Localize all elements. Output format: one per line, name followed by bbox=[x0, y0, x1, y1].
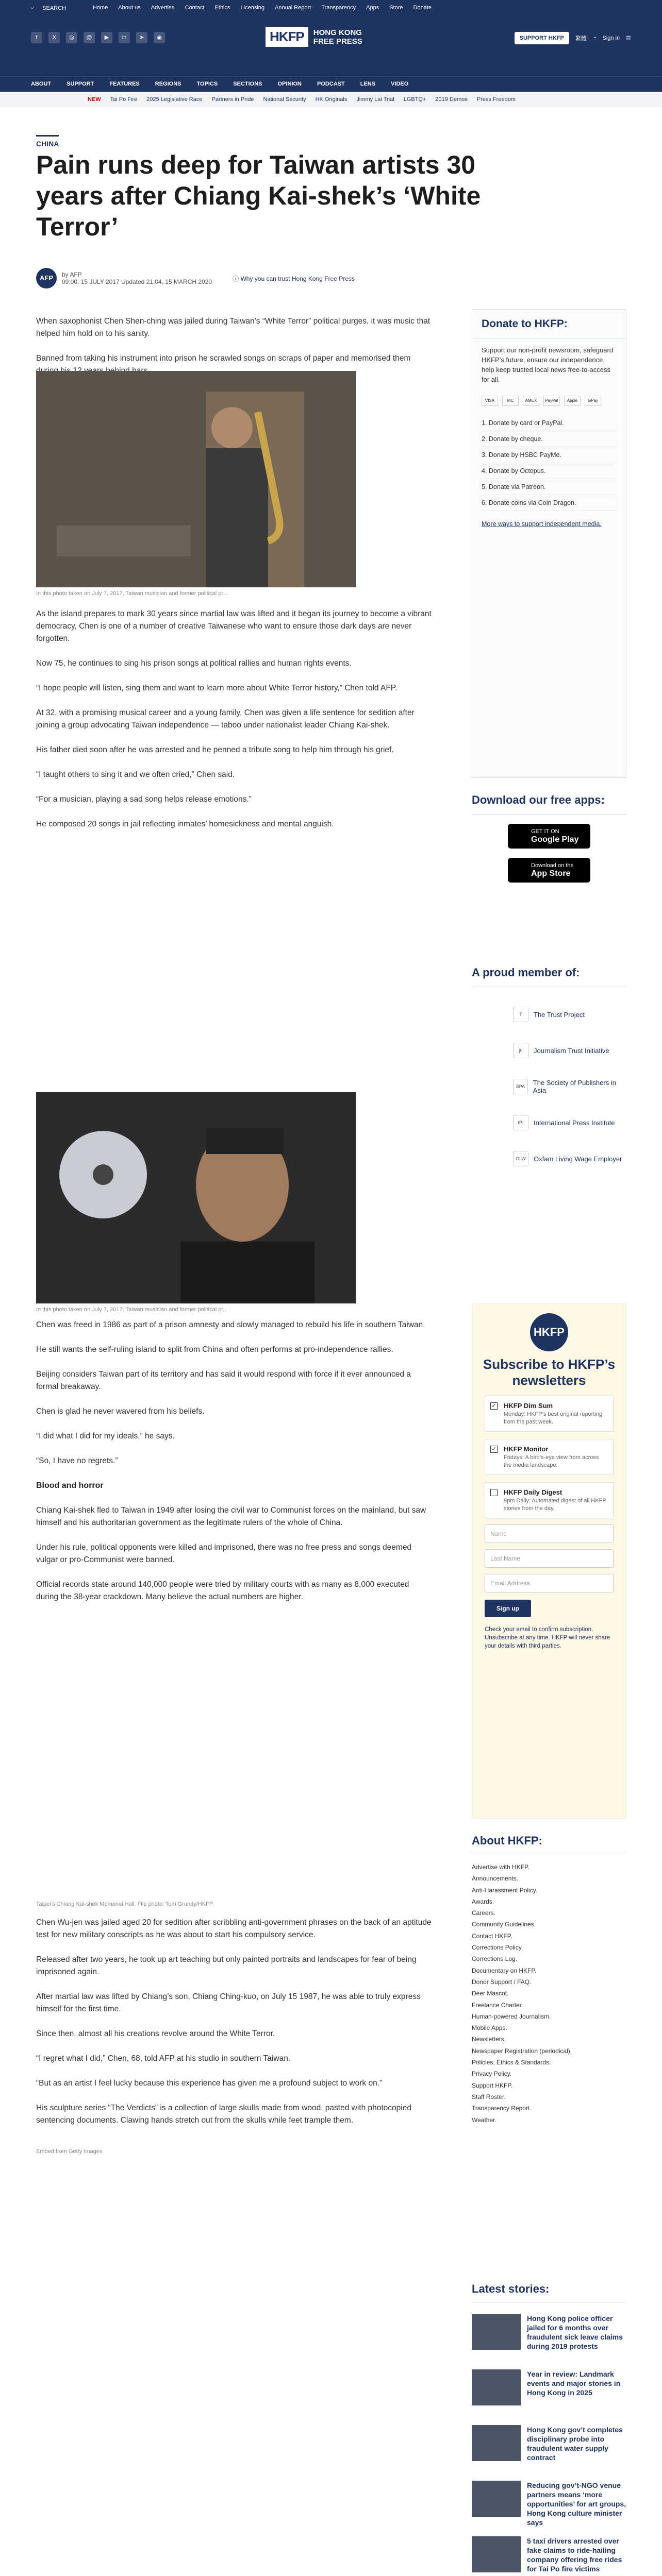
trust-project-logo: T bbox=[513, 1007, 528, 1022]
nav-about[interactable]: ABOUT bbox=[31, 81, 52, 87]
trending-bar bbox=[0, 92, 662, 107]
checkbox-icon[interactable]: ✓ bbox=[490, 1446, 498, 1453]
photo-caption: In this photo taken on July 7, 2017, Taiwan musician and former political pr... bbox=[36, 590, 228, 597]
linkedin-icon[interactable]: in bbox=[119, 32, 130, 43]
logo-name bbox=[313, 28, 362, 46]
story-title[interactable]: Year in review: Landmark events and major stories in Hong Kong in 2025 bbox=[527, 2370, 621, 2397]
nav-video[interactable]: VIDEO bbox=[391, 81, 409, 87]
member-item[interactable] bbox=[472, 996, 626, 1032]
about-link[interactable]: Announcements. bbox=[472, 1875, 519, 1883]
option-desc: Fridays: A bird’s-eye view from across the media landscape. bbox=[504, 1454, 599, 1468]
newsletter-title: Subscribe to HKFP’s newsletters bbox=[483, 1357, 616, 1388]
getty-embed-label: Embed from Getty Images bbox=[36, 2148, 103, 2155]
paragraph: “So, I have no regrets.” bbox=[36, 1456, 118, 1465]
paragraph: Chiang Kai-shek fled to Taiwan in 1949 after losing the civil war to Communist forces on the mainland, but saw himself and his authoritarian government as the legitimate rulers of the whole of China. bbox=[36, 1506, 426, 1527]
story-item[interactable] bbox=[472, 2369, 626, 2414]
paragraph: Since then, almost all his creations revolve around the White Terror. bbox=[36, 2029, 275, 2038]
option-desc: Monday: HKFP’s best original reporting from the past week. bbox=[504, 1411, 603, 1425]
visa-icon: VISA bbox=[482, 396, 498, 406]
about-link[interactable]: Contact HKFP. bbox=[472, 1932, 512, 1940]
paragraph: “For a musician, playing a sad song helps release emotions.” bbox=[36, 795, 252, 804]
option-name: HKFP Dim Sum bbox=[504, 1402, 553, 1410]
name-input[interactable]: Name bbox=[485, 1524, 614, 1543]
google-play-small: GET IT ON bbox=[531, 828, 559, 835]
language-switch[interactable]: 繁體 bbox=[575, 36, 587, 42]
photo-caption: Taipei’s Chiang Kai-shek Memorial Hall. File photo: Tom Grundy/HKFP. bbox=[36, 1901, 214, 1907]
apple-pay-icon: Apple bbox=[564, 396, 581, 406]
nav-regions[interactable]: REGIONS bbox=[155, 81, 181, 87]
nav-lens[interactable]: LENS bbox=[360, 81, 376, 87]
paragraph: Chen is glad he never wavered from his beliefs. bbox=[36, 1407, 205, 1416]
paragraph: “I regret what I did,” Chen, 68, told AFP at his studio in southern Taiwan. bbox=[36, 2054, 291, 2063]
about-link[interactable]: Corrections Log. bbox=[472, 1955, 518, 1963]
sign-up-button[interactable]: Sign up bbox=[485, 1600, 531, 1617]
top-link-about[interactable]: About us bbox=[118, 5, 141, 11]
author-avatar: AFP bbox=[36, 268, 57, 289]
top-link-annual-report[interactable]: Annual Report bbox=[275, 5, 311, 11]
paragraph: He still wants the self-ruling island to split from China and often performs at pro-independence rallies. bbox=[36, 1345, 393, 1354]
donate-title: Donate to HKFP: bbox=[472, 310, 626, 339]
paragraph: Released after two years, he took up art teaching but only painted portraits and landscapes for fear of being imprisoned again. bbox=[36, 1955, 417, 1976]
main-nav bbox=[0, 76, 662, 92]
nav-sections[interactable]: SECTIONS bbox=[233, 81, 262, 87]
about-link[interactable]: Policies, Ethics & Standards. bbox=[472, 2059, 551, 2066]
sopa-logo: SPA bbox=[513, 1079, 528, 1094]
photo-chen-portrait bbox=[36, 1092, 356, 1303]
member-item[interactable] bbox=[472, 1105, 626, 1141]
checkbox-icon[interactable] bbox=[490, 1489, 498, 1496]
logo-name-line2: FREE PRESS bbox=[313, 37, 362, 46]
article-body-1 bbox=[36, 315, 433, 377]
more-ways-link[interactable]: More ways to support independent media. bbox=[482, 520, 602, 528]
donate-option[interactable]: 5. Donate via Patreon. bbox=[482, 479, 617, 495]
member-name: Oxfam Living Wage Employer bbox=[534, 1155, 622, 1163]
nav-podcast[interactable]: PODCAST bbox=[317, 81, 345, 87]
top-link-advertise[interactable]: Advertise bbox=[151, 5, 175, 11]
about-link[interactable]: Mobile Apps. bbox=[472, 2024, 507, 2032]
about-link[interactable]: Transparency Report. bbox=[472, 2105, 532, 2112]
story-title[interactable]: Reducing gov’t-NGO venue partners means ‘more opportunities’ for art groups, Hong Kong culture minister says bbox=[527, 2481, 626, 2527]
story-item[interactable] bbox=[472, 2481, 626, 2525]
member-item[interactable] bbox=[472, 1069, 626, 1105]
article-title: Pain runs deep for Taiwan artists 30 years after Chiang Kai-shek’s ‘White Terror’ bbox=[36, 150, 481, 241]
trending-link[interactable]: 2025 Legislative Race bbox=[146, 96, 203, 103]
telegram-icon[interactable]: ➤ bbox=[136, 32, 147, 43]
story-thumbnail[interactable] bbox=[472, 2425, 521, 2461]
about-link[interactable]: Anti-Harassment Policy. bbox=[472, 1886, 538, 1894]
trending-link[interactable]: Tai Po Fire bbox=[110, 96, 138, 103]
paragraph: Now 75, he continues to sing his prison songs at political rallies and human rights events. bbox=[36, 659, 352, 668]
about-link[interactable]: Newspaper Registration (periodical). bbox=[472, 2047, 572, 2055]
paragraph: Official records state around 140,000 people were tried by military courts with as many as 8,000 executed during the 38-year crackdown. Many believe the actual numbers are higher. bbox=[36, 1580, 409, 1601]
account-icon[interactable]: ◔ bbox=[592, 35, 597, 41]
member-name: Journalism Trust Initiative bbox=[534, 1046, 609, 1055]
top-bar bbox=[0, 0, 662, 15]
google-pay-icon: GPay bbox=[585, 396, 601, 406]
top-link-donate[interactable]: Donate bbox=[413, 5, 432, 11]
checkbox-icon[interactable]: ✓ bbox=[490, 1402, 498, 1410]
about-link[interactable]: Awards. bbox=[472, 1897, 494, 1905]
section-heading: Blood and horror bbox=[36, 1481, 104, 1490]
donate-option[interactable]: 2. Donate by cheque. bbox=[482, 431, 617, 447]
paragraph: Banned from taking his instrument into prison he scrawled songs on scraps of paper and memorised them bbox=[36, 354, 411, 363]
donate-option[interactable]: 1. Donate by card or PayPal. bbox=[482, 415, 617, 431]
about-link[interactable]: Weather. bbox=[472, 2116, 496, 2124]
article-category[interactable]: CHINA bbox=[36, 135, 59, 148]
trending-link[interactable]: National Security bbox=[263, 96, 306, 103]
donate-option[interactable]: 6. Donate coins via Coin Dragon. bbox=[482, 495, 617, 511]
email-input[interactable]: Email Address bbox=[485, 1574, 614, 1592]
new-badge: NEW bbox=[88, 96, 101, 103]
member-item[interactable] bbox=[472, 1032, 626, 1069]
x-icon[interactable]: X bbox=[48, 32, 60, 43]
apps-title: Download our free apps: bbox=[472, 793, 626, 815]
about-link[interactable]: Privacy Policy. bbox=[472, 2070, 512, 2078]
donate-option[interactable]: 3. Donate by HSBC PayMe. bbox=[482, 447, 617, 463]
article-body-2 bbox=[36, 608, 433, 831]
newsletter-option-monitor[interactable] bbox=[485, 1439, 614, 1475]
about-link[interactable]: Documentary on HKFP. bbox=[472, 1967, 537, 1974]
about-link[interactable]: Deer Mascot. bbox=[472, 1990, 509, 1997]
sign-in-link[interactable]: Sign in bbox=[602, 35, 620, 41]
top-link-ethics[interactable]: Ethics bbox=[214, 5, 230, 11]
nav-features[interactable]: FEATURES bbox=[109, 81, 140, 87]
newsletter-box bbox=[472, 1303, 626, 1819]
paragraph: At 32, with a promising musical career and a young family, Chen was given a life sentence for sedition after joining a group advocating Taiwan independence — taboo under nationalist leader Chiang Kai-shek. bbox=[36, 708, 415, 730]
ipi-logo: IPI bbox=[513, 1115, 528, 1130]
search-label[interactable]: SEARCH bbox=[42, 5, 67, 11]
about-link[interactable]: Human-powered Journalism. bbox=[472, 2012, 551, 2020]
author-name[interactable]: by AFP bbox=[62, 271, 82, 278]
app-store-big: App Store bbox=[531, 869, 571, 878]
story-title[interactable]: Hong Kong gov’t completes disciplinary probe into fraudulent water supply contract bbox=[527, 2426, 623, 2462]
member-section bbox=[472, 966, 626, 1177]
donate-box bbox=[472, 309, 626, 778]
support-hkfp-button[interactable]: SUPPORT HKFP bbox=[515, 32, 569, 44]
newsletter-option-daily-digest[interactable] bbox=[485, 1482, 614, 1518]
about-link[interactable]: Donor Support / FAQ. bbox=[472, 1978, 532, 1986]
oxfam-logo: OLW bbox=[513, 1151, 528, 1166]
paragraph: His sculpture series “The Verdicts” is a collection of large skulls made from wood, pasted with photocopied sentencing documents. Clawing hands stretch out from the skulls while feet trample them. bbox=[36, 2104, 411, 2125]
story-thumbnail[interactable] bbox=[472, 2314, 521, 2350]
google-play-big: Google Play bbox=[531, 835, 579, 844]
option-desc: 9pm Daily: Automated digest of all HKFP stories from the day. bbox=[504, 1498, 606, 1512]
story-thumbnail[interactable] bbox=[472, 2369, 521, 2405]
article-body-3 bbox=[36, 1319, 433, 1603]
newsletter-badge: HKFP bbox=[530, 1313, 568, 1351]
trending-link[interactable]: Jimmy Lai Trial bbox=[356, 96, 394, 103]
paypal-icon: PayPal bbox=[543, 396, 560, 406]
member-title: A proud member of: bbox=[472, 966, 626, 987]
payment-icons bbox=[472, 391, 626, 411]
donate-option[interactable]: 4. Donate by Octopus. bbox=[482, 463, 617, 479]
member-item[interactable] bbox=[472, 1141, 626, 1177]
story-item[interactable] bbox=[472, 2314, 626, 2358]
trust-link[interactable]: ⓘ Why you can trust Hong Kong Free Press bbox=[233, 275, 355, 282]
top-link-licensing[interactable]: Licensing bbox=[240, 5, 264, 11]
member-name: International Press Institute bbox=[534, 1118, 615, 1127]
instagram-icon[interactable]: ◎ bbox=[66, 32, 77, 43]
paragraph: Chen Wu-jen was jailed aged 20 for sedition after scribbling anti-government phrases on the back of an aptitude test for new military conscripts as he was about to start his compulsory service. bbox=[36, 1918, 432, 1939]
apps-section bbox=[472, 793, 626, 883]
trending-link[interactable]: 2019 Demos bbox=[435, 96, 468, 103]
top-link-home[interactable]: Home bbox=[93, 5, 108, 11]
newsletter-fine-print: Check your email to confirm subscription. Unsubscribe at any time. HKFP will never share your details with third parties. bbox=[485, 1626, 610, 1649]
paragraph: As the island prepares to mark 30 years since martial law was lifted and it began its journey to become a vibrant democracy, Chen is one of a number of creative Taiwanese who want to ensure those dark days are never forgotten. bbox=[36, 609, 432, 643]
paragraph: “I did what I did for my ideals,” he says. bbox=[36, 1432, 175, 1440]
trending-link[interactable]: Press Freedom bbox=[476, 96, 516, 103]
threads-icon[interactable]: @ bbox=[84, 32, 95, 43]
top-link-transparency[interactable]: Transparency bbox=[321, 5, 356, 11]
last-name-input[interactable]: Last Name bbox=[485, 1549, 614, 1568]
app-store-button[interactable] bbox=[508, 858, 590, 883]
story-thumbnail[interactable] bbox=[472, 2481, 521, 2517]
about-link[interactable]: Advertise with HKFP. bbox=[472, 1863, 529, 1871]
top-link-contact[interactable]: Contact bbox=[185, 5, 205, 11]
about-link[interactable]: Newsletters. bbox=[472, 2036, 506, 2043]
paragraph: Chen was freed in 1986 as part of a prison amnesty and slowly managed to rebuild his life in southern Taiwan. bbox=[36, 1320, 425, 1329]
paragraph: Under his rule, political opponents were killed and imprisoned, there was no free press and songs deemed vulgar or pro-Communist were banned. bbox=[36, 1543, 412, 1564]
photo-caption: In this photo taken on July 7, 2017, Taiwan musician and former political pr... bbox=[36, 1307, 228, 1313]
nav-topics[interactable]: TOPICS bbox=[196, 81, 218, 87]
latest-stories bbox=[472, 2282, 626, 2576]
story-item[interactable] bbox=[472, 2425, 626, 2469]
trending-link[interactable]: Partners in Pride bbox=[211, 96, 254, 103]
youtube-icon[interactable]: ▶ bbox=[101, 32, 112, 43]
photo-chen-portrait-image bbox=[36, 1092, 356, 1303]
byline bbox=[36, 268, 355, 289]
site-header bbox=[0, 15, 662, 76]
member-name: The Society of Publishers in Asia bbox=[533, 1079, 616, 1094]
article-body-4 bbox=[36, 1917, 433, 2127]
nav-support[interactable]: SUPPORT bbox=[67, 81, 94, 87]
about-link[interactable]: Staff Roster. bbox=[472, 2093, 506, 2100]
story-title[interactable]: Hong Kong police officer jailed for 6 months over fraudulent sick leave claims during 2019 protests bbox=[527, 2314, 623, 2350]
option-name: HKFP Daily Digest bbox=[504, 1488, 562, 1496]
app-store-small: Download on the bbox=[531, 862, 574, 869]
menu-icon[interactable]: ☰ bbox=[626, 35, 631, 42]
rss-icon[interactable]: ◉ bbox=[154, 32, 165, 43]
latest-title: Latest stories: bbox=[472, 2282, 626, 2302]
about-section bbox=[472, 1834, 626, 2126]
story-title[interactable]: 5 taxi drivers arrested over fake claims to ride-hailing company offering free rides for Tai Po fire victims bbox=[527, 2537, 622, 2573]
about-title: About HKFP: bbox=[472, 1834, 626, 1854]
about-link[interactable]: Careers. bbox=[472, 1909, 496, 1917]
trending-link[interactable]: HK Originals bbox=[315, 96, 347, 103]
story-item[interactable] bbox=[472, 2536, 626, 2576]
search-icon[interactable]: ⌕ bbox=[31, 5, 35, 11]
top-links bbox=[93, 5, 432, 11]
nav-opinion[interactable]: OPINION bbox=[277, 81, 302, 87]
photo-chen-saxophone-image bbox=[36, 371, 356, 587]
facebook-icon[interactable]: f bbox=[31, 32, 42, 43]
logo-mark: HKFP bbox=[266, 27, 308, 47]
social-icons bbox=[31, 32, 165, 43]
paragraph: His father died soon after he was arrested and he penned a tribute song to help him through his grief. bbox=[36, 745, 394, 754]
paragraph: Beijing considers Taiwan part of its territory and has said it would respond with force if it ever announced a formal breakaway. bbox=[36, 1370, 411, 1391]
about-link[interactable]: Community Guidelines. bbox=[472, 1921, 536, 1928]
jti-logo: jti bbox=[513, 1043, 528, 1058]
paragraph: He composed 20 songs in jail reflecting inmates’ homesickness and mental anguish. bbox=[36, 820, 334, 828]
option-name: HKFP Monitor bbox=[504, 1445, 549, 1453]
newsletter-option-dim-sum[interactable] bbox=[485, 1396, 614, 1432]
story-thumbnail[interactable] bbox=[472, 2536, 521, 2572]
top-link-apps[interactable]: Apps bbox=[366, 5, 379, 11]
paragraph: When saxophonist Chen Shen-ching was jailed during Taiwan’s “White Terror” political purges, it was music that helped him hold on to his sanity. bbox=[36, 317, 431, 338]
paragraph: After martial law was lifted by Chiang’s son, Chiang Ching-kuo, on July 15 1987, he was able to truly express himself for the first time. bbox=[36, 1992, 421, 2013]
paragraph: “I hope people will listen, sing them and want to learn more about White Terror history,” Chen told AFP. bbox=[36, 684, 398, 692]
amex-icon: AMEX bbox=[523, 396, 539, 406]
about-link[interactable]: Support HKFP. bbox=[472, 2081, 513, 2089]
google-play-button[interactable] bbox=[508, 824, 590, 849]
trending-link[interactable]: LGBTQ+ bbox=[403, 96, 426, 103]
trust-link-label: Why you can trust Hong Kong Free Press bbox=[240, 275, 355, 282]
logo-name-line1: HONG KONG bbox=[313, 28, 362, 37]
publish-date: 09:00, 15 JULY 2017 Updated 21:04, 15 MARCH 2020 bbox=[62, 278, 212, 285]
top-link-store[interactable]: Store bbox=[389, 5, 403, 11]
member-name: The Trust Project bbox=[534, 1010, 585, 1019]
donate-lead[interactable]: Support our non-profit newsroom, safeguard HKFP’s future, ensure our independence, help keep trusted local news free-to-access for all. bbox=[482, 346, 614, 383]
paragraph: “I taught others to sing it and we often cried,” Chen said. bbox=[36, 770, 235, 779]
paragraph: “But as an artist I feel lucky because this experience has given me a profound subject to work on.” bbox=[36, 2079, 383, 2088]
about-link[interactable]: Corrections Policy. bbox=[472, 1944, 523, 1952]
mastercard-icon: MC bbox=[502, 396, 519, 406]
about-link[interactable]: Freelance Charter. bbox=[472, 2001, 523, 2009]
photo-chen-saxophone bbox=[36, 371, 356, 587]
site-logo[interactable] bbox=[266, 27, 362, 47]
